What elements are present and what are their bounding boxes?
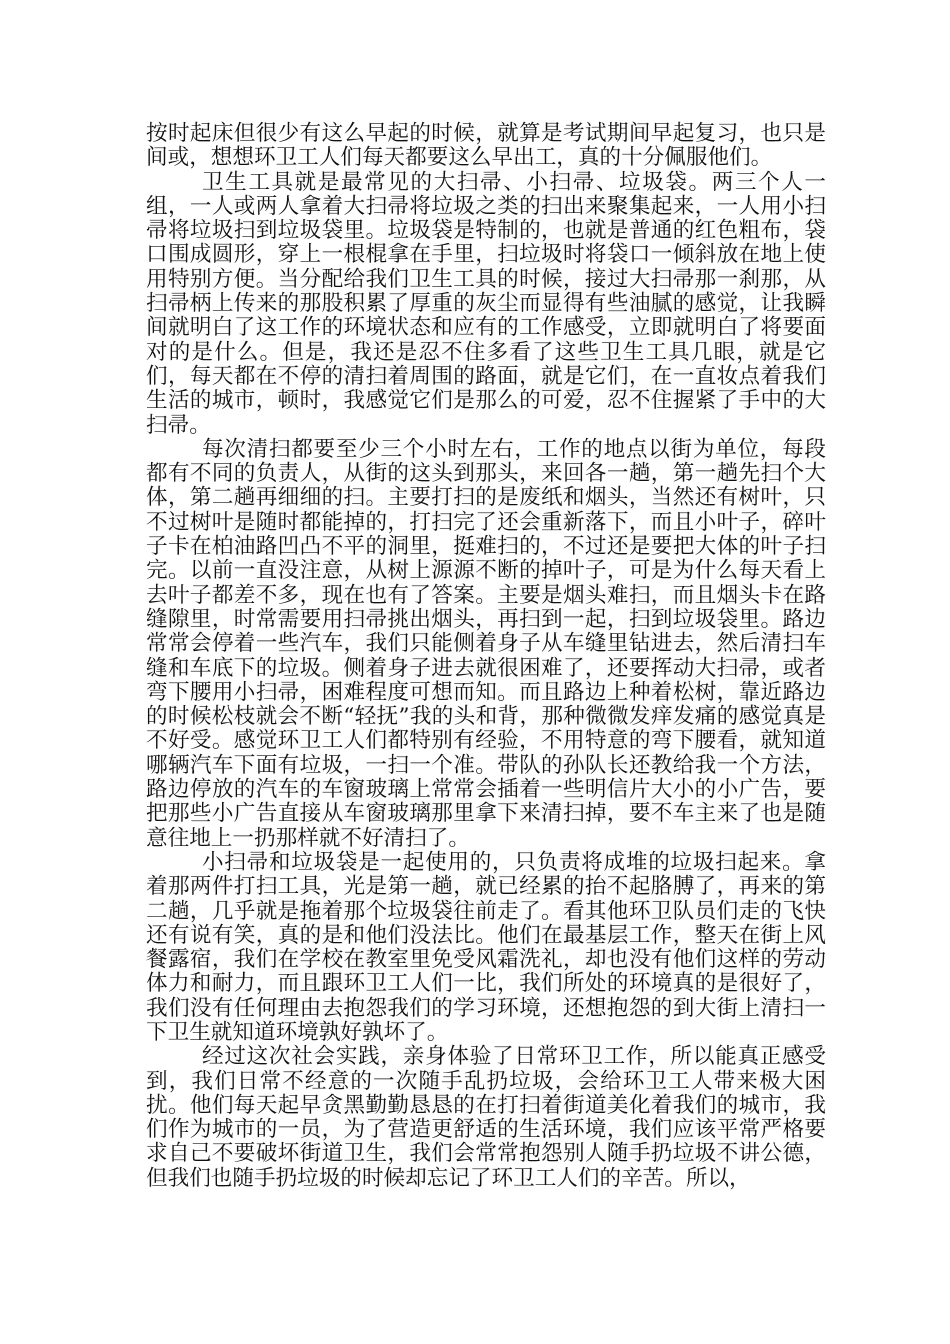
document-body: [146, 122, 826, 1191]
paragraph-1: 按时起床但很少有这么早起的时候，就算是考试期间早起复习，也只是间或，想想环卫工人们每天都要这么早出工，真的十分佩服他们。: [146, 121, 826, 171]
paragraph-5: 经过这次社会实践，亲身体验了日常环卫工作，所以能真正感受到，我们日常不经意的一次随手乱扔垃圾，会给环卫工人带来极大困扰。他们每天起早贪黑勤勤恳恳的在打扫着街道美化着我们的城市，我们作为城市的一员，为了营造更舒适的生活环境，我们应该平常严格要求自己不要破坏街道卫生，我们会常常抱怨别人随手扔垃圾不讲公德，但我们也随手扔垃圾的时候却忘记了环卫工人们的辛苦。所以，: [146, 1044, 826, 1191]
paragraph-3: 每次清扫都要至少三个小时左右，工作的地点以街为单位，每段都有不同的负责人，从街的这头到那头，来回各一趟，第一趟先扫个大体，第二趟再细细的扫。主要打扫的是废纸和烟头，当然还有树叶，只不过树叶是随时都能掉的，打扫完了还会重新落下，而且小叶子，碎叶子卡在柏油路凹凸不平的洞里，挺难扫的，不过还是要把大体的叶子扫完。以前一直没注意，从树上源源不断的掉叶子，可是为什么每天看上去叶子都差不多，现在也有了答案。主要是烟头难扫，而且烟头卡在路缝隙里，时常需要用扫帚挑出烟头，再扫到一起，扫到垃圾袋里。路边常常会停着一些汽车，我们只能侧着身子从车缝里钻进去，然后清扫车缝和车底下的垃圾。侧着身子进去就很困难了，还要挥动大扫帚，或者弯下腰用小扫帚，困难程度可想而知。而且路边上种着松树，靠近路边的时候松枝就会不断“轻抚”我的头和背，那种微微发痒发痛的感觉真是不好受。感觉环卫工人们都特别有经验，不用特意的弯下腰看，就知道哪辆汽车下面有垃圾，一扫一个准。带队的孙队长还教给我一个方法，路边停放的汽车的车窗玻璃上常常会插着一些明信片大小的小广告，要把那些小广告直接从车窗玻璃那里拿下来清扫掉，要不车主来了也是随意往地上一扔那样就不好清扫了。: [146, 436, 826, 851]
paragraph-4: 小扫帚和垃圾袋是一起使用的，只负责将成堆的垃圾扫起来。拿着那两件打扫工具，光是第一趟，就已经累的抬不起胳膊了，再来的第二趟，几乎就是拖着那个垃圾袋往前走了。看其他环卫队员们走的飞快还有说有笑，真的是和他们没法比。他们在最基层工作，整天在街上风餐露宿，我们在学校在教室里免受风霜洗礼，却也没有他们这样的劳动体力和耐力，而且跟环卫工人们一比，我们所处的环境真的是很好了，我们没有任何理由去抱怨我们的学习环境，还想抱怨的到大街上清扫一下卫生就知道环境孰好孰坏了。: [146, 849, 826, 1045]
paragraph-2: 卫生工具就是最常见的大扫帚、小扫帚、垃圾袋。两三个人一组，一人或两人拿着大扫帚将垃圾之类的扫出来聚集起来，一人用小扫帚将垃圾扫到垃圾袋里。垃圾袋是特制的，也就是普通的红色粗布，袋口围成圆形，穿上一根棍拿在手里，扫垃圾时将袋口一倾斜放在地上使用特别方便。当分配给我们卫生工具的时候，接过大扫帚那一刹那，从扫帚柄上传来的那股积累了厚重的灰尘而显得有些油腻的感觉，让我瞬间就明白了这工作的环境状态和应有的工作感受，立即就明白了将要面对的是什么。但是，我还是忍不住多看了这些卫生工具几眼，就是它们，每天都在不停的清扫着周围的路面，就是它们，在一直妆点着我们生活的城市，顿时，我感觉它们是那么的可爱，忍不住握紧了手中的大扫帚。: [146, 169, 826, 438]
